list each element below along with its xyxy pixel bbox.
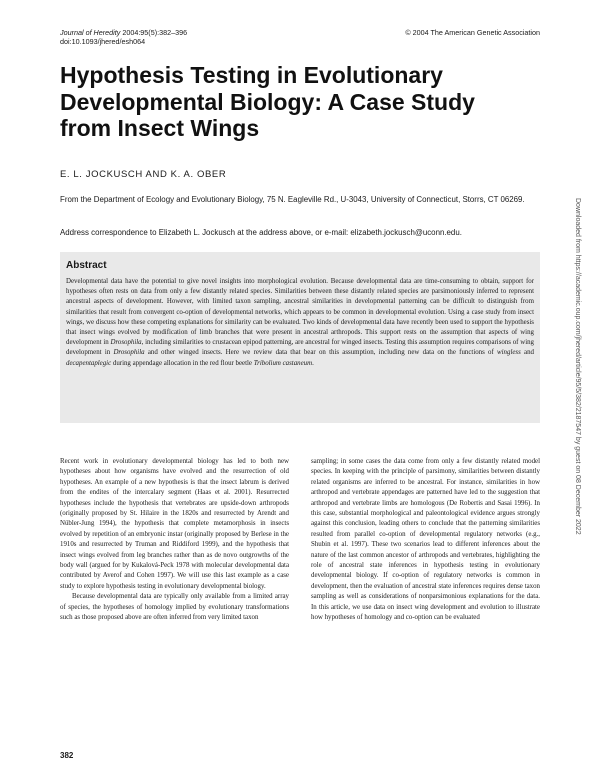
correspondence-address: Address correspondence to Elizabeth L. Jockusch at the address above, or e-mail: elizabeth.jockusch@uconn.edu.	[60, 228, 462, 237]
abstract-heading: Abstract	[66, 260, 107, 271]
abstract-segment: Developmental data have the potential to give novel insights into morphological evolution. Because developmental data are time-consuming to obtain, support for hypotheses often rests on data from only a few distantly related species. Similarities between these distantly related species are parsimoniously inferred to represent ancestral aspects of development. However, with limited taxon sampling, ancestral similarities in developmental patterning can be difficult to distinguish from similarities that result from convergent co-option of developmental networks, which appears to be common in developmental evolution. Using a case study from insect wings, we discuss how these competing explanations for similarity can be evaluated. Two kinds of developmental data have recently been used to support the hypothesis that insect wings evolved by modification of limb branches that were present in ancestral arthropods. This support rests on the assumption that aspects of wing development in	[66, 278, 534, 347]
journal-name: Journal of Heredity	[60, 28, 121, 37]
journal-volume-pages: 2004:95(5):382–396	[120, 28, 188, 37]
body-column-right	[311, 457, 540, 624]
body-paragraph: Because developmental data are typically only available from a limited array of species, the hypotheses of homology implied by evolutionary transformations such as those proposed above are often inferred from very limited taxon	[60, 593, 289, 622]
abstract-text	[66, 277, 534, 369]
abstract-italic-term: Drosophila	[110, 339, 142, 347]
abstract-box	[60, 252, 540, 423]
abstract-italic-term: decapentaplegic	[66, 359, 112, 367]
journal-citation	[60, 28, 187, 46]
abstract-segment: and other winged insects. Here we review data that bear on this assumption, including new data on the functions of	[144, 349, 498, 357]
download-watermark: Downloaded from https://academic.oup.com/jhered/article/95/5/382/2187547 by guest on 08 December 2022	[574, 198, 581, 535]
copyright: © 2004 The American Genetic Association	[405, 28, 540, 37]
abstract-segment: .	[312, 359, 314, 367]
abstract-italic-term: Drosophila	[113, 349, 145, 357]
authors: E. L. JOCKUSCH AND K. A. OBER	[60, 169, 227, 180]
body-paragraph: Recent work in evolutionary developmental biology has led to both new hypotheses about how organisms have evolved and the resurrection of old hypotheses. An example of a new hypothesis is that the insect labrum is derived from the endites of the intercalary segment (Haas et al. 2001). Resurrected hypotheses include the hypothesis that vertebrates are upside-down arthropods (originally proposed by St. Hilaire in the 1820s and resurrected by Arendt and Nübler-Jung 1994), the hypothesis that complete metamorphosis in insects evolved by repetition of an embryonic instar (originally proposed by Berlese in the 1910s and resurrected by Truman and Riddiford 1999), and the hypothesis that insect wings evolved from leg branches rather than as de novo outgrowths of the body wall (argued for by Kukalová-Peck 1978 with molecular developmental data contributed by Averof and Cohen 1997). We will use this last example as a case study to explore hypothesis testing in evolutionary developmental biology.	[60, 458, 289, 590]
abstract-segment: , including similarities to crustacean epipod patterning, are ancestral for winged insects. Testing this assumption requires comparisons of wing development in	[66, 339, 535, 357]
abstract-segment: during appendage allocation in the red flour beetle	[111, 359, 254, 367]
article-title: Hypothesis Testing in Evolutionary Developmental Biology: A Case Study from Insect Wings	[60, 62, 475, 141]
abstract-italic-term: wingless	[497, 349, 521, 357]
abstract-segment: and	[520, 349, 534, 357]
body-paragraph: sampling; in some cases the data come from only a few distantly related model species. In keeping with the principle of parsimony, similarities between distantly related organisms are inferred to be ancestral. For instance, similarities in how arthropod and vertebrate appendages are patterned have led to the suggestion that arthropod and vertebrate limbs are homologous (De Robertis and Sasai 1996). In this case, substantial morphological and paleontological evidence argues strongly against this conclusion, leading others to conclude that the patterning similarities resulted from parallel co-option of developmental regulatory networks (e.g., Shubin et al. 1997). These two scenarios lead to different inferences about the nature of the last common ancestor of arthropods and vertebrates, highlighting the role of ancestral state inferences in hypothesis testing in evolutionary developmental biology. If co-option of regulatory networks is common in development, then the evaluation of ancestral state inferences requires dense taxon sampling as well as considerations of nonparsimonious explanations for the data. In this article, we use data on insect wing development and evolution to illustrate how hypotheses of homology and co-option can be evaluated	[311, 458, 540, 622]
doi[interactable]: doi:10.1093/jhered/esh064	[60, 37, 146, 46]
page-number: 382	[60, 751, 74, 760]
affiliation: From the Department of Ecology and Evolutionary Biology, 75 N. Eagleville Rd., U-3043, University of Connecticut, Storrs, CT 06269.	[60, 195, 525, 204]
abstract-italic-term: Tribolium castaneum	[253, 359, 313, 367]
body-column-left	[60, 457, 289, 624]
